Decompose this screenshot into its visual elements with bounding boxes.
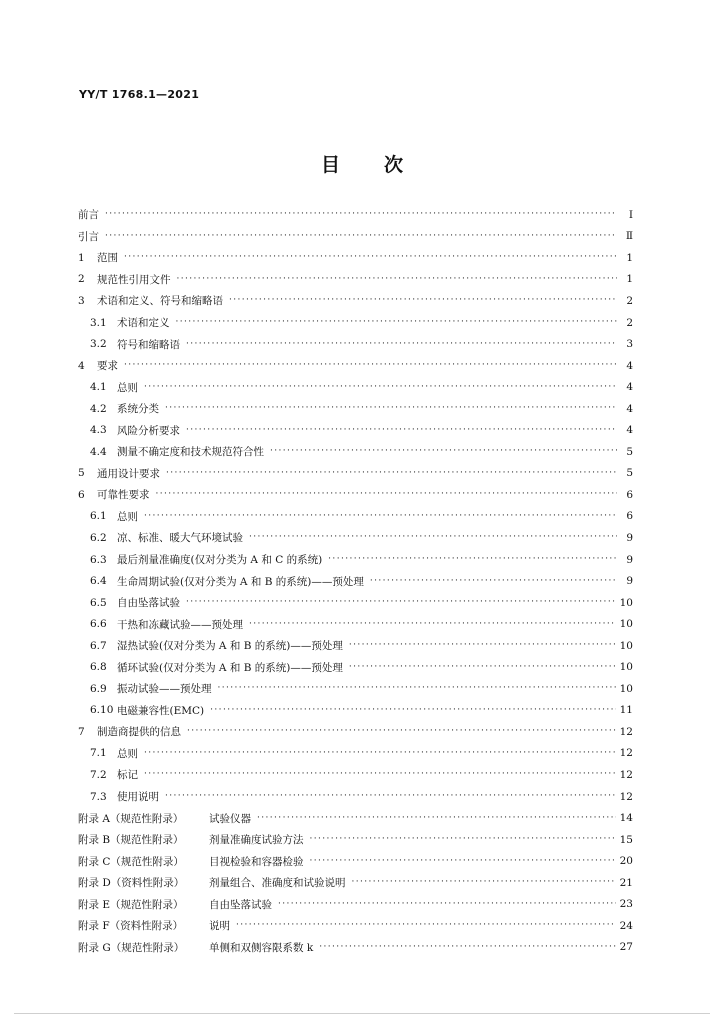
toc-entry-number: 7.1 xyxy=(90,747,107,760)
toc-entry[interactable] xyxy=(78,829,633,851)
toc-entry-number: 4 xyxy=(78,359,85,372)
toc-entry-title: 自由坠落试验 xyxy=(209,898,272,911)
toc-entry-page: 2 xyxy=(626,294,633,307)
toc-entry[interactable] xyxy=(78,549,633,571)
toc-entry[interactable] xyxy=(78,894,633,916)
toc-entry-title: 剂量准确度试验方法 xyxy=(209,834,304,847)
toc-leader-dots xyxy=(186,426,617,435)
toc-leader-dots xyxy=(257,814,616,823)
toc-leader-dots xyxy=(105,232,617,241)
toc-entry-title: 通用设计要求 xyxy=(97,467,160,480)
toc-leader-dots xyxy=(249,533,617,542)
toc-entry[interactable] xyxy=(78,312,633,334)
toc-entry-title: 自由坠落试验 xyxy=(117,597,180,610)
toc-entry-page: 14 xyxy=(619,812,633,825)
toc-leader-dots xyxy=(124,253,617,262)
toc-entry[interactable] xyxy=(78,355,633,377)
toc-entry-title: 剂量组合、准确度和试验说明 xyxy=(209,877,346,890)
toc-entry-page: 12 xyxy=(619,747,633,760)
toc-entry-number: 4.4 xyxy=(90,445,107,458)
toc-entry-page: 15 xyxy=(619,833,633,846)
toc-leader-dots xyxy=(144,383,617,392)
toc-entry-number: 3.1 xyxy=(90,316,107,329)
toc-entry-number: 5 xyxy=(78,467,85,480)
toc-entry-page: 10 xyxy=(619,682,633,695)
toc-entry-title: 制造商提供的信息 xyxy=(97,726,181,739)
toc-entry-page: 9 xyxy=(626,575,633,588)
toc-entry-number: 附录 G（规范性附录） xyxy=(78,941,185,954)
toc-entry-page: 2 xyxy=(626,316,633,329)
toc-entry-number: 3 xyxy=(78,294,85,307)
toc-entry-title: 总则 xyxy=(117,747,138,760)
standard-number: YY/T 1768.1—2021 xyxy=(79,88,200,101)
toc-leader-dots xyxy=(177,275,618,284)
toc-leader-dots xyxy=(165,404,617,413)
toc-entry[interactable] xyxy=(78,656,633,678)
toc-entry[interactable] xyxy=(78,915,633,937)
toc-leader-dots xyxy=(310,857,616,866)
toc-entry-page: 3 xyxy=(626,338,633,351)
toc-entry-title: 使用说明 xyxy=(117,791,159,804)
toc-entry[interactable] xyxy=(78,721,633,743)
toc-entry[interactable] xyxy=(78,635,633,657)
toc-entry-page: 10 xyxy=(619,618,633,631)
toc-entry-page: 1 xyxy=(626,251,633,264)
toc-entry-number: 附录 A（规范性附录） xyxy=(78,812,184,825)
toc-entry-page: 12 xyxy=(619,790,633,803)
toc-entry[interactable] xyxy=(78,333,633,355)
toc-entry-title: 总则 xyxy=(117,381,138,394)
toc-entry-page: 12 xyxy=(619,725,633,738)
toc-entry-number: 附录 E（规范性附录） xyxy=(78,898,184,911)
toc-leader-dots xyxy=(349,663,616,672)
toc-entry-number: 7.3 xyxy=(90,790,107,803)
toc-entry-number: 6.9 xyxy=(90,682,107,695)
toc-leader-dots xyxy=(319,943,615,952)
toc-entry-title: 标记 xyxy=(117,769,138,782)
toc-entry-number: 6.3 xyxy=(90,553,107,566)
toc-entry-title: 单侧和双侧容限系数 k xyxy=(209,941,314,954)
toc-entry[interactable] xyxy=(78,484,633,506)
toc-entry[interactable] xyxy=(78,937,633,959)
toc-entry[interactable] xyxy=(78,786,633,808)
toc-entry-page: 21 xyxy=(619,876,633,889)
toc-entry[interactable] xyxy=(78,764,633,786)
toc-entry-title: 电磁兼容性(EMC) xyxy=(117,704,205,717)
toc-leader-dots xyxy=(187,727,616,736)
toc-entry-number: 附录 B（规范性附录） xyxy=(78,834,184,847)
toc-entry-number: 6.5 xyxy=(90,596,107,609)
toc-leader-dots xyxy=(236,921,616,930)
toc-entry-number: 7.2 xyxy=(90,768,107,781)
toc-leader-dots xyxy=(218,684,616,693)
toc-entry-title: 符号和缩略语 xyxy=(117,338,180,351)
toc-entry-number: 4.1 xyxy=(90,381,107,394)
toc-entry-number: 6.8 xyxy=(90,661,107,674)
toc-entry-number: 1 xyxy=(78,251,85,264)
toc-entry-page: Ⅰ xyxy=(628,208,633,221)
toc-entry[interactable] xyxy=(78,527,633,549)
toc-entry-title: 最后剂量准确度(仅对分类为 A 和 C 的系统) xyxy=(117,554,323,567)
toc-leader-dots xyxy=(144,770,616,779)
toc-entry-number: 2 xyxy=(78,273,85,286)
toc-entry-page: 4 xyxy=(626,402,633,415)
toc-entry-number: 6.7 xyxy=(90,639,107,652)
toc-entry-page: 9 xyxy=(626,531,633,544)
toc-leader-dots xyxy=(278,900,616,909)
toc-entry-title: 湿热试验(仅对分类为 A 和 B 的系统)——预处理 xyxy=(117,640,343,653)
toc-leader-dots xyxy=(249,620,616,629)
toc-entry[interactable] xyxy=(78,419,633,441)
toc-entry-page: 23 xyxy=(619,898,633,911)
toc-entry-number: 6.2 xyxy=(90,531,107,544)
toc-leader-dots xyxy=(210,706,615,715)
toc-entry-page: 11 xyxy=(619,704,633,717)
toc-entry-title: 说明 xyxy=(209,920,230,933)
toc-entry-title: 要求 xyxy=(97,360,118,373)
toc-entry-page: 24 xyxy=(619,919,633,932)
toc-entry-title: 可靠性要求 xyxy=(97,489,150,502)
toc-entry-page: 10 xyxy=(619,661,633,674)
toc-leader-dots xyxy=(144,512,617,521)
toc-entry-title: 目视检验和容器检验 xyxy=(209,855,304,868)
toc-entry-number: 4.2 xyxy=(90,402,107,415)
toc-entry[interactable] xyxy=(78,872,633,894)
toc-entry-number: 7 xyxy=(78,725,85,738)
toc-entry-page: 6 xyxy=(626,510,633,523)
toc-entry-title: 规范性引用文件 xyxy=(97,273,171,286)
toc-entry-title: 振动试验——预处理 xyxy=(117,683,212,696)
toc-entry[interactable] xyxy=(78,678,633,700)
toc-entry-page: 12 xyxy=(619,768,633,781)
toc-leader-dots xyxy=(166,469,617,478)
toc-leader-dots xyxy=(176,318,618,327)
toc-entry[interactable] xyxy=(78,226,633,248)
toc-entry-page: 4 xyxy=(626,359,633,372)
toc-entry[interactable] xyxy=(78,463,633,485)
toc-entry[interactable] xyxy=(78,247,633,269)
toc-entry[interactable] xyxy=(78,376,633,398)
toc-entry-page: 4 xyxy=(626,424,633,437)
toc-entry-title: 术语和定义 xyxy=(117,317,170,329)
toc-entry-title: 测量不确定度和技术规范符合性 xyxy=(117,446,264,459)
toc-entry-page: 5 xyxy=(626,445,633,458)
toc-entry-number: 3.2 xyxy=(90,338,107,351)
toc-entry-number: 附录 C（规范性附录） xyxy=(78,855,184,868)
toc-entry-title: 循环试验(仅对分类为 A 和 B 的系统)——预处理 xyxy=(117,661,343,674)
toc-entry-number: 6 xyxy=(78,488,85,501)
toc-entry-number: 6.6 xyxy=(90,618,107,631)
toc-leader-dots xyxy=(310,835,616,844)
toc-entry-page: 9 xyxy=(626,553,633,566)
toc-entry[interactable] xyxy=(78,290,633,312)
toc-entry[interactable] xyxy=(78,570,633,592)
toc-entry-page: Ⅱ xyxy=(625,230,633,243)
toc-leader-dots xyxy=(186,598,616,607)
toc-entry-page: 20 xyxy=(619,855,633,868)
toc-entry-title: 风险分析要求 xyxy=(117,424,180,437)
page-bottom-divider xyxy=(14,1013,710,1014)
toc-entry-number: 附录 D（资料性附录） xyxy=(78,877,185,890)
toc-entry-title: 生命周期试验(仅对分类为 A 和 B 的系统)——预处理 xyxy=(117,575,364,588)
toc-entry-page: 10 xyxy=(619,596,633,609)
toc-entry-number: 6.10 xyxy=(90,704,114,717)
toc-leader-dots xyxy=(370,577,617,586)
toc-entry-title: 总则 xyxy=(117,510,138,523)
toc-entry-number: 6.4 xyxy=(90,575,107,588)
toc-entry-title: 干热和冻藏试验——预处理 xyxy=(117,618,243,631)
toc-entry[interactable] xyxy=(78,592,633,614)
toc-leader-dots xyxy=(349,641,616,650)
toc-entry-title: 前言 xyxy=(78,209,99,222)
toc-entry[interactable] xyxy=(78,850,633,872)
toc-entry[interactable] xyxy=(78,204,633,226)
toc-entry-title: 系统分类 xyxy=(117,403,159,416)
toc-entry[interactable] xyxy=(78,613,633,635)
toc-leader-dots xyxy=(156,490,618,499)
toc-entry[interactable] xyxy=(78,506,633,528)
toc-entry-number: 4.3 xyxy=(90,424,107,437)
table-of-contents xyxy=(78,204,633,958)
toc-entry-page: 27 xyxy=(619,941,633,954)
toc-entry[interactable] xyxy=(78,398,633,420)
toc-entry-number: 附录 F（资料性附录） xyxy=(78,920,184,933)
toc-entry[interactable] xyxy=(78,269,633,291)
toc-entry-title: 术语和定义、符号和缩略语 xyxy=(97,295,223,308)
toc-entry-page: 10 xyxy=(619,639,633,652)
toc-leader-dots xyxy=(328,555,617,564)
toc-leader-dots xyxy=(105,210,617,219)
toc-leader-dots xyxy=(186,340,617,349)
toc-entry[interactable] xyxy=(78,743,633,765)
toc-leader-dots xyxy=(270,447,617,456)
toc-entry-title: 凉、标准、暖大气环境试验 xyxy=(117,532,243,545)
toc-entry[interactable] xyxy=(78,807,633,829)
toc-leader-dots xyxy=(229,296,617,305)
toc-entry-page: 1 xyxy=(626,273,633,286)
toc-entry-page: 6 xyxy=(626,488,633,501)
toc-entry-page: 4 xyxy=(626,381,633,394)
toc-entry-title: 引言 xyxy=(78,230,99,243)
page-title: 目次 xyxy=(320,154,447,176)
toc-entry-page: 5 xyxy=(626,467,633,480)
toc-entry-title: 范围 xyxy=(97,252,118,265)
toc-entry-number: 6.1 xyxy=(90,510,107,523)
toc-leader-dots xyxy=(144,749,616,758)
toc-entry[interactable] xyxy=(78,441,633,463)
toc-entry-title: 试验仪器 xyxy=(209,812,251,825)
toc-leader-dots xyxy=(165,792,616,801)
toc-leader-dots xyxy=(352,878,616,887)
toc-leader-dots xyxy=(124,361,617,370)
toc-entry[interactable] xyxy=(78,700,633,722)
